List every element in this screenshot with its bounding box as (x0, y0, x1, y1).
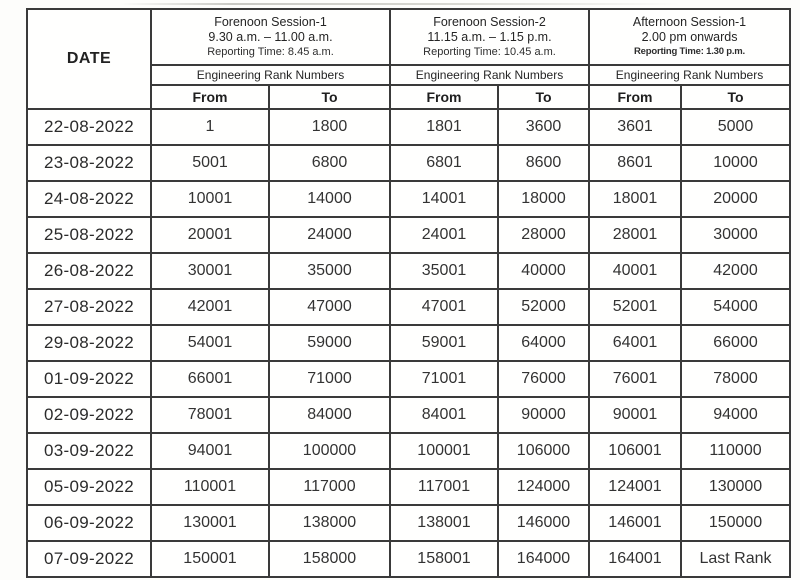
session2-to-cell: 3600 (498, 109, 589, 145)
date-cell: 07-09-2022 (27, 541, 151, 577)
session3-from-cell: 76001 (589, 361, 681, 397)
session2-time: 11.15 a.m. – 1.15 p.m. (427, 30, 552, 44)
exam-rank-schedule-table (26, 8, 791, 578)
session2-from-cell: 24001 (390, 217, 498, 253)
session2-to-cell: 28000 (498, 217, 589, 253)
table-row (27, 361, 790, 397)
session2-from-cell: 100001 (390, 433, 498, 469)
session3-to-cell: 130000 (681, 469, 790, 505)
session2-to-cell: 106000 (498, 433, 589, 469)
session1-from-cell: 150001 (151, 541, 269, 577)
session2-from-cell: 84001 (390, 397, 498, 433)
session2-from-cell: 1801 (390, 109, 498, 145)
session2-from-cell: 59001 (390, 325, 498, 361)
session2-from-cell: 14001 (390, 181, 498, 217)
table-row (27, 217, 790, 253)
session2-title: Forenoon Session-2 (433, 15, 546, 29)
session1-from-cell: 130001 (151, 505, 269, 541)
table-row (27, 289, 790, 325)
session3-from-cell: 8601 (589, 145, 681, 181)
date-cell: 26-08-2022 (27, 253, 151, 289)
session2-from-cell: 117001 (390, 469, 498, 505)
scan-artifact-line (120, 3, 680, 5)
date-cell: 03-09-2022 (27, 433, 151, 469)
session2-to-cell: 164000 (498, 541, 589, 577)
session3-from-cell: 28001 (589, 217, 681, 253)
session1-from-cell: 78001 (151, 397, 269, 433)
session3-from-cell: 146001 (589, 505, 681, 541)
date-cell: 01-09-2022 (27, 361, 151, 397)
session1-from-cell: 66001 (151, 361, 269, 397)
session1-from-cell: 30001 (151, 253, 269, 289)
session1-from-cell: 42001 (151, 289, 269, 325)
session1-to-header: To (269, 85, 390, 109)
session1-from-cell: 10001 (151, 181, 269, 217)
session2-to-cell: 124000 (498, 469, 589, 505)
session1-to-cell: 59000 (269, 325, 390, 361)
date-cell: 22-08-2022 (27, 109, 151, 145)
table-row (27, 325, 790, 361)
session1-title: Forenoon Session-1 (214, 15, 327, 29)
table-row (27, 469, 790, 505)
table-row (27, 397, 790, 433)
session2-from-cell: 71001 (390, 361, 498, 397)
session1-to-cell: 138000 (269, 505, 390, 541)
session1-rank-label: Engineering Rank Numbers (151, 65, 390, 85)
session2-to-cell: 146000 (498, 505, 589, 541)
session3-to-cell: 20000 (681, 181, 790, 217)
session1-from-cell: 1 (151, 109, 269, 145)
date-cell: 05-09-2022 (27, 469, 151, 505)
session3-to-cell: 5000 (681, 109, 790, 145)
session1-to-cell: 47000 (269, 289, 390, 325)
session3-from-cell: 52001 (589, 289, 681, 325)
session3-time: 2.00 pm onwards (641, 30, 738, 44)
session2-from-cell: 138001 (390, 505, 498, 541)
session2-to-cell: 8600 (498, 145, 589, 181)
session1-from-cell: 5001 (151, 145, 269, 181)
session3-from-cell: 124001 (589, 469, 681, 505)
table-row (27, 433, 790, 469)
session3-title: Afternoon Session-1 (632, 15, 747, 29)
session3-to-cell: 110000 (681, 433, 790, 469)
date-cell: 24-08-2022 (27, 181, 151, 217)
session3-to-cell: 94000 (681, 397, 790, 433)
session3-from-cell: 3601 (589, 109, 681, 145)
session1-to-cell: 6800 (269, 145, 390, 181)
session1-from-cell: 110001 (151, 469, 269, 505)
session2-to-cell: 52000 (498, 289, 589, 325)
session3-from-cell: 40001 (589, 253, 681, 289)
session3-reporting-time: Reporting Time: 1.30 p.m. (634, 46, 745, 57)
table-header (27, 9, 790, 109)
session2-from-cell: 35001 (390, 253, 498, 289)
date-cell: 25-08-2022 (27, 217, 151, 253)
session1-to-cell: 35000 (269, 253, 390, 289)
session2-to-cell: 90000 (498, 397, 589, 433)
session2-to-cell: 40000 (498, 253, 589, 289)
session2-from-cell: 47001 (390, 289, 498, 325)
session2-to-cell: 76000 (498, 361, 589, 397)
session3-from-cell: 18001 (589, 181, 681, 217)
session3-to-cell: 78000 (681, 361, 790, 397)
rank-table-body (27, 109, 790, 577)
session3-from-cell: 106001 (589, 433, 681, 469)
session2-reporting-time: Reporting Time: 10.45 a.m. (423, 46, 556, 58)
session2-from-cell: 158001 (390, 541, 498, 577)
table-row (27, 253, 790, 289)
session3-from-cell: 90001 (589, 397, 681, 433)
session3-to-cell: Last Rank (681, 541, 790, 577)
session1-to-cell: 24000 (269, 217, 390, 253)
session3-from-cell: 64001 (589, 325, 681, 361)
session3-to-cell: 66000 (681, 325, 790, 361)
session1-from-header: From (151, 85, 269, 109)
session2-rank-label: Engineering Rank Numbers (390, 65, 589, 85)
session2-from-header: From (390, 85, 498, 109)
session1-to-cell: 117000 (269, 469, 390, 505)
date-column-header: DATE (27, 9, 151, 109)
session1-to-cell: 158000 (269, 541, 390, 577)
date-cell: 29-08-2022 (27, 325, 151, 361)
session3-to-cell: 54000 (681, 289, 790, 325)
session3-to-header: To (681, 85, 790, 109)
session1-header (151, 9, 390, 65)
session2-to-header: To (498, 85, 589, 109)
session3-to-cell: 42000 (681, 253, 790, 289)
session1-from-cell: 20001 (151, 217, 269, 253)
session3-to-cell: 10000 (681, 145, 790, 181)
session3-from-cell: 164001 (589, 541, 681, 577)
session1-to-cell: 71000 (269, 361, 390, 397)
session1-to-cell: 1800 (269, 109, 390, 145)
table-row (27, 145, 790, 181)
date-cell: 06-09-2022 (27, 505, 151, 541)
session1-from-cell: 54001 (151, 325, 269, 361)
session3-to-cell: 30000 (681, 217, 790, 253)
table-row (27, 181, 790, 217)
session1-to-cell: 84000 (269, 397, 390, 433)
session1-to-cell: 100000 (269, 433, 390, 469)
date-cell: 27-08-2022 (27, 289, 151, 325)
session1-time: 9.30 a.m. – 11.00 a.m. (208, 30, 333, 44)
table-row (27, 505, 790, 541)
table-row (27, 541, 790, 577)
session3-to-cell: 150000 (681, 505, 790, 541)
session1-to-cell: 14000 (269, 181, 390, 217)
date-cell: 02-09-2022 (27, 397, 151, 433)
session3-rank-label: Engineering Rank Numbers (589, 65, 790, 85)
session1-reporting-time: Reporting Time: 8.45 a.m. (207, 46, 334, 58)
session2-to-cell: 64000 (498, 325, 589, 361)
session3-from-header: From (589, 85, 681, 109)
date-cell: 23-08-2022 (27, 145, 151, 181)
session2-from-cell: 6801 (390, 145, 498, 181)
session1-from-cell: 94001 (151, 433, 269, 469)
session2-to-cell: 18000 (498, 181, 589, 217)
session2-header (390, 9, 589, 65)
session3-header (589, 9, 790, 65)
table-row (27, 109, 790, 145)
